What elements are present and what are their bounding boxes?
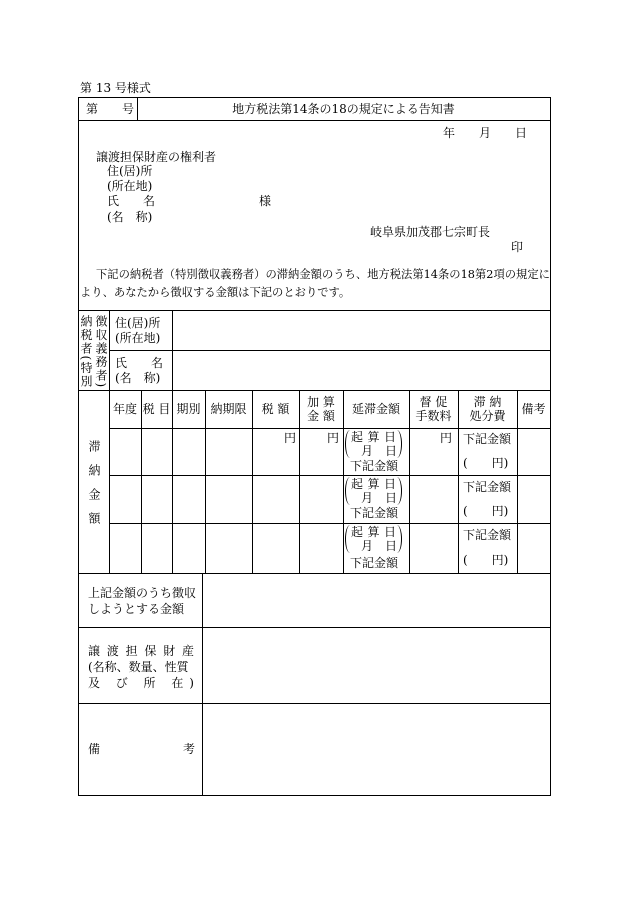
taxpayer-name-label-alt: (名 称) [115, 371, 161, 385]
form-number: 第 13 号様式 [80, 81, 151, 95]
form-title: 地方税法第14条の18の規定による告知書 [232, 101, 455, 116]
late-fee-note: 下記金額 [350, 459, 399, 473]
taxpayer-address-label-alt: (所在地) [115, 331, 161, 345]
notice-line: より、あなたから徴収する金額は下記のとおりです。 [80, 286, 351, 299]
recipient-name-label-alt: (名 称) [107, 210, 153, 224]
header-period: 期別 [176, 402, 201, 416]
taxpayer-label-column: 納税者(特別 [79, 315, 93, 389]
property-label: 譲 渡 担 保 財 産 [88, 644, 194, 658]
header-dunning-fee [409, 390, 458, 428]
header-surcharge-line: 加 算 [307, 395, 335, 409]
late-fee-start-label: 起 算 日 [351, 525, 396, 539]
disposition-note: 下記金額 [463, 528, 512, 542]
header-tax-amount: 税 額 [261, 402, 290, 416]
disposition-amount: ( 円) [463, 456, 509, 470]
header-disposition-cost [458, 390, 517, 428]
recipient-name-label: 氏 名 [107, 194, 156, 208]
late-fee-start-date-bracket [345, 430, 402, 458]
disposition-amount: ( 円) [463, 504, 509, 518]
late-fee-start-label: 起 算 日 [351, 430, 396, 444]
header-due-date: 納期限 [210, 402, 247, 416]
header-fiscal-year: 年度 [112, 402, 137, 416]
taxpayer-address-label: 住(居)所 [115, 316, 161, 330]
property-label: 及 び 所 在) [88, 676, 194, 690]
header-tax-item: 税 目 [142, 402, 171, 416]
issuer-title: 岐阜県加茂郡七宗町長 [370, 225, 491, 239]
collection-amount-label: 上記金額のうち徴収 [88, 586, 197, 600]
recipient-honorific: 様 [259, 194, 272, 208]
collection-amount-label: しようとする金額 [88, 602, 185, 616]
header-remarks: 備考 [521, 402, 546, 416]
recipient-address-label: 住(居)所 [107, 164, 153, 178]
remarks-label: 備 考 [88, 742, 195, 756]
tax-amount-unit: 円 [284, 431, 297, 445]
header-surcharge-line: 金 額 [307, 409, 335, 423]
late-fee-start-date-bracket [345, 525, 402, 553]
header-dunning-fee-line: 督 促 [419, 395, 448, 409]
arrears-side-label: 滞納金額 [87, 440, 101, 536]
late-fee-date-label: 月 日 [360, 491, 397, 505]
property-label: (名称、数量、性質 [88, 660, 189, 674]
header-disposition-cost-line: 滞 納 [473, 395, 502, 409]
header-surcharge [299, 390, 343, 428]
document-number-label: 第 号 [86, 102, 135, 116]
issuer-seal: 印 [511, 240, 524, 254]
surcharge-unit: 円 [327, 431, 340, 445]
late-fee-date-label: 月 日 [360, 539, 397, 553]
date-line: 年 月 日 [443, 126, 528, 140]
late-fee-start-date-bracket [345, 477, 402, 505]
late-fee-date-label: 月 日 [360, 444, 397, 458]
disposition-note: 下記金額 [463, 480, 512, 494]
header-late-fee: 延滞金額 [351, 402, 400, 416]
dunning-fee-unit: 円 [440, 431, 453, 445]
taxpayer-section-label [78, 315, 108, 387]
disposition-note: 下記金額 [463, 432, 512, 446]
late-fee-note: 下記金額 [350, 506, 399, 520]
disposition-amount: ( 円) [463, 553, 509, 567]
notice-line: 下記の納税者（特別徴収義務者）の滞納金額のうち、地方税法第14条の18第2項の規定に [96, 268, 550, 281]
header-dunning-fee-line: 手数料 [415, 409, 452, 423]
recipient-address-label-alt: (所在地) [107, 179, 153, 193]
recipient-heading: 譲渡担保財産の権利者 [96, 150, 217, 164]
taxpayer-name-label: 氏 名 [115, 356, 164, 370]
taxpayer-label-column: 徴収義務者) [94, 315, 108, 389]
late-fee-start-label: 起 算 日 [351, 477, 396, 491]
late-fee-note: 下記金額 [350, 556, 399, 570]
header-disposition-cost-line: 処分費 [469, 409, 506, 423]
